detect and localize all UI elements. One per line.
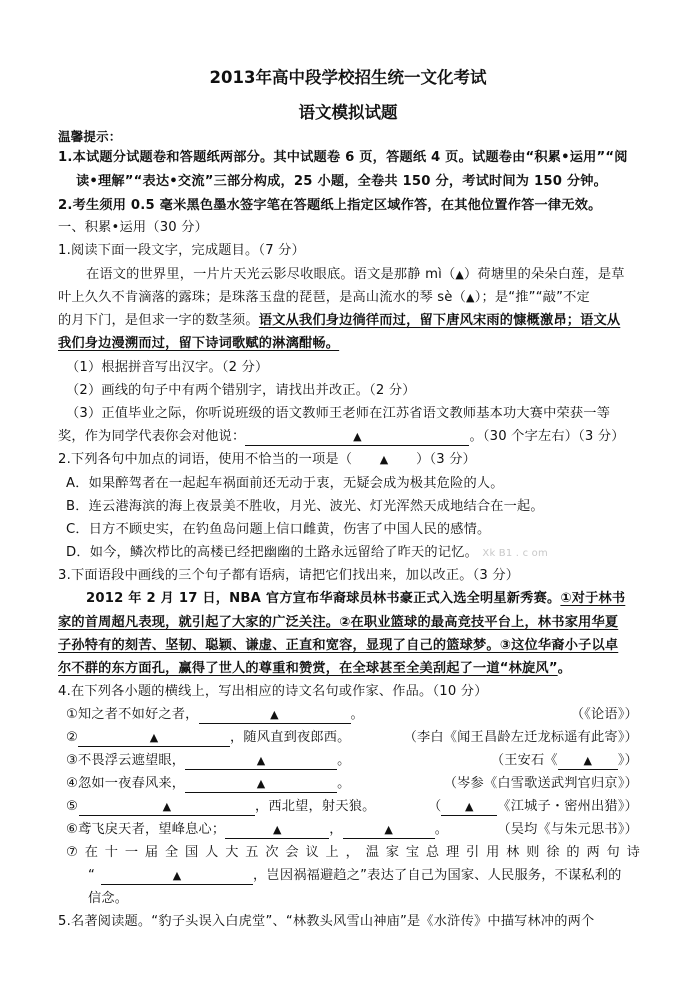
- q4-l3-b: 。: [337, 753, 351, 768]
- q3-p1-underlined: ①对于林书: [560, 591, 626, 606]
- q4-l7-blank[interactable]: [101, 868, 253, 885]
- q4-line-7b: [88, 865, 622, 887]
- q1-p1-b: ）荷塘里的朵朵白莲，是草: [464, 267, 625, 282]
- q4-l5-source: [428, 796, 638, 818]
- answer-blank-mark: ▲: [455, 268, 465, 281]
- q4-l4-blank[interactable]: [185, 776, 337, 793]
- answer-blank-mark: ▲: [583, 754, 593, 767]
- q2-stem-a: 2.下列各句中加点的词语，使用不恰当的一项是（: [58, 452, 353, 467]
- q1-para-line-2: [58, 287, 590, 309]
- q4-l3-src-a: （王安石《: [490, 753, 558, 768]
- q4-l4-b: 。: [337, 776, 351, 791]
- watermark: Xk B1 . c om: [482, 548, 548, 559]
- q1-para-line-4: 我们身边漫溯而过，留下诗词歌赋的淋漓酣畅。: [58, 336, 340, 351]
- q4-l6-source: （吴均《与朱元思书》）: [497, 822, 638, 837]
- answer-blank-mark: ▲: [466, 291, 475, 304]
- q4-l2-a: ②: [66, 730, 79, 745]
- q4-l5-src-a: （: [427, 799, 442, 814]
- q4-l2-b: ，随风直到夜郎西。: [230, 730, 351, 745]
- q1-p2-a: 叶上久久不肯滴落的露珠；是珠落玉盘的琵琶，是高山流水的琴 sè（: [58, 290, 467, 305]
- q4-l6-blank-1[interactable]: [225, 822, 329, 839]
- q4-l4-source: （岑参《白雪歌送武判官归京》）: [443, 776, 638, 791]
- q4-l3-src-blank[interactable]: [558, 753, 618, 770]
- q3-para-line-1: [86, 588, 625, 610]
- q4-l1-b: 。: [350, 707, 364, 722]
- q5-stem: 5.名著阅读题。“豹子头误入白虎堂”、“林教头风雪山神庙”是《水浒传》中描写林冲的两个: [58, 914, 595, 929]
- q4-l5-src-blank[interactable]: [441, 799, 497, 816]
- notice-item-1a: 1.本试题分试题卷和答题纸两部分。其中试题卷 6 页，答题纸 4 页。试题卷由“积累•运用”“阅: [58, 150, 628, 165]
- q3-p1-a: 2012 年 2 月 17 日，NBA 官方宣布华裔球员林书豪正式入选全明星新秀赛。: [86, 591, 561, 606]
- exam-subtitle: 语文模拟试题: [298, 103, 398, 122]
- q4-line-2: [66, 727, 351, 749]
- q3-p4-end: 。: [557, 661, 572, 676]
- notice-item-1b: 读•理解”“表达•交流”三部分构成，25 小题，全卷共 150 分，考试时间为 150 分钟。: [76, 174, 608, 189]
- q4-l5-src-b: 《江城子・密州出猎》）: [497, 799, 638, 814]
- exam-title: 2013年高中段学校招生统一文化考试: [209, 68, 487, 87]
- answer-blank-mark: ▲: [353, 430, 362, 443]
- q4-l3-a: ③不畏浮云遮望眼，: [66, 753, 186, 768]
- q3-para-line-4: [58, 658, 571, 680]
- q4-line-5: [66, 796, 376, 818]
- q1-para-line-1: [86, 264, 625, 286]
- q4-line-7a: ⑦在十一届全国人大五次会议上，温家宝总理引用林则徐的两句诗: [66, 845, 640, 860]
- q2-stem-b: ）（3 分）: [416, 452, 477, 467]
- q1-p1-a: 在语文的世界里，一片片天光云影尽收眼底。语文是那静 mì（: [86, 267, 456, 282]
- notice-heading: 温馨提示：: [58, 129, 122, 144]
- q4-l6-c: 。: [434, 822, 449, 837]
- q4-l6-a: ⑥鸢飞戾天者，望峰息心；: [66, 822, 226, 837]
- section-1-heading: 一、积累•运用（30 分）: [58, 220, 209, 235]
- q4-l5-b: ，西北望，射天狼。: [255, 799, 376, 814]
- q2-answer-slot[interactable]: [352, 449, 416, 471]
- answer-blank-mark: ▲: [464, 800, 474, 813]
- answer-blank-mark: ▲: [149, 731, 159, 744]
- answer-blank-mark: ▲: [162, 800, 172, 813]
- q3-para-line-3: 子孙特有的刻苦、坚韧、聪颖、谦虚、正直和宽容，显现了自己的篮球梦。③这位华裔小子以卓: [58, 638, 619, 653]
- q4-l3-src-b: 》）: [617, 753, 638, 768]
- answer-blank-mark: ▲: [256, 754, 266, 767]
- q4-line-3: [66, 750, 351, 772]
- q1-sub-3c: 。（30 个字左右）（3 分）: [469, 429, 625, 444]
- q4-l5-number: ⑤: [66, 799, 79, 814]
- q4-l5-blank[interactable]: [79, 799, 255, 816]
- q1-p3-a: 的月下门，是但求一字的数茎须。: [58, 313, 259, 328]
- q1-sub-3b-line: [58, 426, 625, 448]
- answer-blank-mark: ▲: [270, 708, 279, 721]
- q4-line-7c: 信念。: [88, 891, 129, 906]
- q4-l4-a: ④忽如一夜春风来，: [66, 776, 186, 791]
- q3-stem: 3.下面语段中画线的三个句子都有语病，请把它们找出来，加以改正。（3 分）: [58, 568, 520, 583]
- q2-option-a: A．如果醉驾者在一起起车祸面前还无动于衷，无疑会成为极其危险的人。: [66, 476, 504, 491]
- q1-stem: 1.阅读下面一段文字，完成题目。（7 分）: [58, 243, 305, 258]
- q4-l2-source: （李白《闻王昌龄左迁龙标遥有此寄》）: [403, 730, 638, 745]
- q1-sub-3b: 奖，作为同学代表你会对他说：: [58, 429, 246, 444]
- q2-option-d: D．如今，鳞次栉比的高楼已经把幽幽的土路永远留给了昨天的记忆。: [66, 545, 478, 560]
- q4-stem: 4.在下列各小题的横线上，写出相应的诗文名句或作家、作品。（10 分）: [58, 684, 488, 699]
- q4-line-4: [66, 773, 351, 795]
- q4-l7-open-quote: “: [88, 868, 96, 883]
- q2-option-d-line: [66, 542, 548, 565]
- q4-l1-blank[interactable]: [199, 707, 351, 724]
- answer-blank-mark: ▲: [172, 869, 182, 882]
- q4-l6-blank-2[interactable]: [343, 822, 435, 839]
- answer-blank-mark: ▲: [256, 777, 266, 790]
- q4-l1-source: （《论语》）: [570, 707, 638, 722]
- q4-l1-a: ①知之者不如好之者，: [66, 707, 199, 722]
- q1-sub-2: （2）画线的句子中有两个错别字，请找出并改正。（2 分）: [66, 383, 416, 398]
- q3-p4-underlined: 尔不群的东方面孔，赢得了世人的尊重和赞赏，在全球甚至全美刮起了一道“林旋风”: [58, 661, 558, 676]
- q1-sub-3-answer-blank[interactable]: [245, 429, 469, 446]
- answer-blank-mark: ▲: [384, 823, 394, 836]
- q4-l3-source: [491, 750, 638, 772]
- q2-stem-line: [58, 449, 476, 471]
- q2-option-b: B．连云港海滨的海上夜景美不胜收，月光、波光、灯光浑然天成地结合在一起。: [66, 499, 544, 514]
- q4-l6-b: ，: [329, 822, 343, 837]
- q1-p2-b: ）；是“推”“敲”不定: [474, 290, 590, 305]
- q4-line-6: [66, 819, 448, 841]
- q1-sub-3a: （3）正值毕业之际，你听说班级的语文教师王老师在江苏省语文教师基本功大赛中荣获一等: [66, 406, 611, 421]
- answer-blank-mark: ▲: [272, 823, 282, 836]
- q1-p3-underlined: 语文从我们身边徜徉而过，留下唐风宋雨的慷概激昂；语文从: [258, 313, 621, 328]
- q2-option-c: C．日方不顾史实，在钓鱼岛问题上信口雌黄，伤害了中国人民的感情。: [66, 522, 491, 537]
- notice-item-2: 2.考生须用 0.5 毫米黑色墨水签字笔在答题纸上指定区域作答，在其他位置作答一律无效。: [58, 198, 602, 213]
- q3-para-line-2: 家的首周超凡表现，就引起了大家的广泛关注。②在职业篮球的最高竞技平台上，林书家用华夏: [58, 615, 619, 630]
- q4-l2-blank[interactable]: [78, 730, 230, 747]
- q4-line-1: [66, 704, 364, 726]
- q4-l7-b: ，岂因祸福避趋之”表达了自己为国家、人民服务，不谋私利的: [253, 868, 622, 883]
- q4-l3-blank[interactable]: [185, 753, 337, 770]
- q1-para-line-3: [58, 310, 620, 332]
- answer-blank-mark: ▲: [379, 453, 389, 466]
- q1-sub-1: （1）根据拼音写出汉字。（2 分）: [66, 360, 269, 375]
